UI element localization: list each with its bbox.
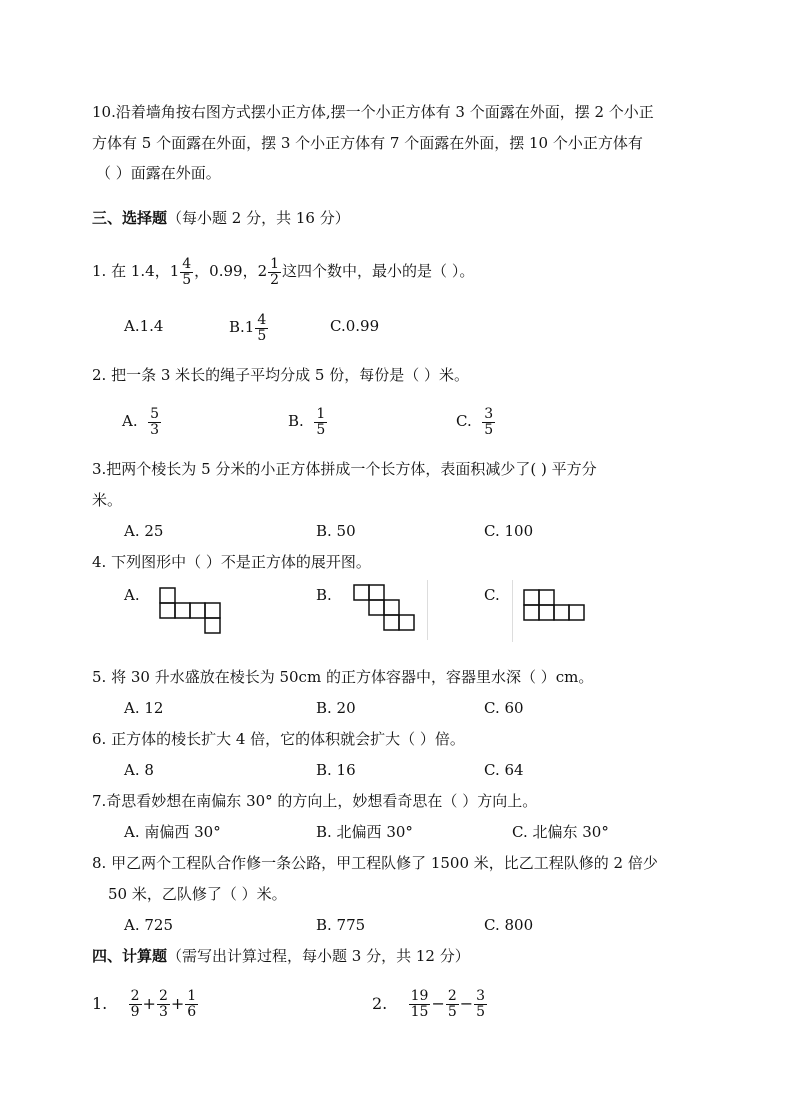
calc-2-frac-3 <box>474 989 487 1020</box>
section-3-note: （每小题 2 分，共 16 分） <box>167 209 350 227</box>
q10-line3: （ ）面露在外面。 <box>96 164 221 182</box>
q3-option-a[interactable]: A. 25 <box>124 522 164 540</box>
calc-1-f1-den: 9 <box>130 1004 140 1020</box>
section-4-heading <box>92 946 470 966</box>
net-figure-a <box>158 586 228 638</box>
calc-2 <box>372 985 488 1023</box>
q2-c-den: 5 <box>484 421 494 438</box>
q1-option-c[interactable]: C.0.99 <box>330 317 380 335</box>
calc-1-frac-3 <box>185 989 198 1020</box>
calc-2-f3-num: 3 <box>476 988 486 1004</box>
q2-a-fraction <box>148 407 161 438</box>
q2-option-b[interactable] <box>288 403 328 439</box>
q2-c-fraction <box>482 407 495 438</box>
section-4-title: 四、计算题 <box>92 947 168 965</box>
calc-1-frac-1 <box>129 989 142 1020</box>
calc-1-op-1: + <box>142 994 156 1013</box>
q6-option-a[interactable]: A. 8 <box>124 761 154 779</box>
calc-2-label: 2. <box>372 994 388 1013</box>
q1-mixed1-fraction <box>180 257 193 288</box>
q2-a-label: A. <box>122 412 138 430</box>
q2-c-num: 3 <box>484 405 494 422</box>
net-figure-b <box>352 583 422 633</box>
calc-2-f1-den: 15 <box>410 1004 429 1020</box>
q2-stem: 2. 把一条 3 米长的绳子平均分成 5 份，每份是（ ）米。 <box>92 366 470 384</box>
calc-1 <box>92 985 199 1023</box>
section-4-note: （需写出计算过程，每小题 3 分，共 12 分） <box>167 947 470 965</box>
q1-option-a[interactable]: A.1.4 <box>124 317 164 335</box>
section-3-heading <box>92 208 350 228</box>
q8-option-b[interactable]: B. 775 <box>316 916 366 934</box>
net-divider-b <box>427 580 428 640</box>
q7-stem: 7.奇思看妙想在南偏东 30° 的方向上，妙想看奇思在（ ）方向上。 <box>92 792 538 810</box>
q5-stem: 5. 将 30 升水盛放在棱长为 50cm 的正方体容器中，容器里水深（ ）cm。 <box>92 668 594 686</box>
calc-2-op-2: − <box>459 994 474 1013</box>
calc-2-f1-num: 19 <box>410 988 429 1004</box>
calc-1-f3-den: 6 <box>187 1004 197 1020</box>
calc-2-frac-2 <box>446 989 459 1020</box>
q5-option-b[interactable]: B. 20 <box>316 699 356 717</box>
q1-b-fraction <box>255 313 268 344</box>
q2-a-num: 5 <box>150 405 160 422</box>
q1-mixed2-fraction <box>268 257 281 288</box>
calc-1-frac-2 <box>157 989 170 1020</box>
q8-line1: 8. 甲乙两个工程队合作修一条公路，甲工程队修了 1500 米，比乙工程队修的 2 倍少 <box>92 854 658 872</box>
q2-a-den: 3 <box>150 421 160 438</box>
q1-b-num: 4 <box>257 311 267 328</box>
calc-1-f2-den: 3 <box>158 1004 168 1020</box>
q2-b-den: 5 <box>316 421 326 438</box>
calc-2-op-1: − <box>431 994 445 1013</box>
q7-option-a[interactable]: A. 南偏西 30° <box>124 823 221 841</box>
q4-option-a[interactable]: A. <box>124 586 140 604</box>
q5-option-c[interactable]: C. 60 <box>484 699 524 717</box>
calc-2-f3-den: 5 <box>476 1004 486 1020</box>
section-3-title: 三、选择题 <box>92 209 168 227</box>
q1-mid: ，0.99， <box>194 262 258 280</box>
calc-1-label: 1. <box>92 994 108 1013</box>
q4-option-c[interactable]: C. <box>484 586 500 604</box>
q2-b-label: B. <box>288 412 304 430</box>
q3-option-c[interactable]: C. 100 <box>484 522 534 540</box>
q1-b-den: 5 <box>257 327 267 344</box>
q6-option-b[interactable]: B. 16 <box>316 761 356 779</box>
calc-2-frac-1 <box>409 989 431 1020</box>
q3-line2: 米。 <box>92 491 123 509</box>
q1-m2-den: 2 <box>270 271 280 288</box>
q2-option-a[interactable] <box>122 403 162 439</box>
calc-2-f2-num: 2 <box>447 988 457 1004</box>
q10-line1: 10.沿着墙角按右图方式摆小正方体,摆一个小正方体有 3 个面露在外面，摆 2 个小正 <box>92 103 654 121</box>
q5-option-a[interactable]: A. 12 <box>124 699 164 717</box>
q3-line1: 3.把两个棱长为 5 分米的小正方体拼成一个长方体，表面积减少了( ) 平方分 <box>92 460 597 478</box>
q10-line2: 方体有 5 个面露在外面，摆 3 个小正方体有 7 个面露在外面，摆 10 个小正方体有 <box>92 134 643 152</box>
q8-line2: 50 米，乙队修了（ ）米。 <box>108 885 287 903</box>
q1-b-prefix: B.1 <box>229 318 255 336</box>
q4-stem: 4. 下列图形中（ ）不是正方体的展开图。 <box>92 553 371 571</box>
q1-prefix: 1. 在 1.4， <box>92 262 170 280</box>
net-divider-c <box>512 580 513 642</box>
net-figure-c <box>522 588 592 628</box>
q1-mixed2-whole: 2 <box>257 262 268 280</box>
q4-option-b[interactable]: B. <box>316 586 332 604</box>
q1-m1-num: 4 <box>182 255 192 272</box>
q1-suffix: 这四个数中，最小的是（ ）。 <box>282 262 475 280</box>
q2-option-c[interactable] <box>456 403 496 439</box>
q2-b-fraction <box>314 407 327 438</box>
calc-1-f1-num: 2 <box>130 988 140 1004</box>
calc-1-f3-num: 1 <box>187 988 197 1004</box>
calc-1-op-2: + <box>170 994 185 1013</box>
q8-option-c[interactable]: C. 800 <box>484 916 534 934</box>
q6-stem: 6. 正方体的棱长扩大 4 倍，它的体积就会扩大（ ）倍。 <box>92 730 465 748</box>
q2-b-num: 1 <box>316 405 326 422</box>
q1-m1-den: 5 <box>182 271 192 288</box>
calc-1-f2-num: 2 <box>158 988 168 1004</box>
q2-c-label: C. <box>456 412 472 430</box>
q8-option-a[interactable]: A. 725 <box>124 916 173 934</box>
q3-option-b[interactable]: B. 50 <box>316 522 356 540</box>
calc-2-f2-den: 5 <box>447 1004 457 1020</box>
q7-option-b[interactable]: B. 北偏西 30° <box>316 823 413 841</box>
q1-stem <box>92 254 474 288</box>
q1-m2-num: 1 <box>270 255 280 272</box>
q7-option-c[interactable]: C. 北偏东 30° <box>512 823 609 841</box>
q1-option-b[interactable] <box>229 310 269 344</box>
q1-mixed1-whole: 1 <box>169 262 180 280</box>
q6-option-c[interactable]: C. 64 <box>484 761 524 779</box>
